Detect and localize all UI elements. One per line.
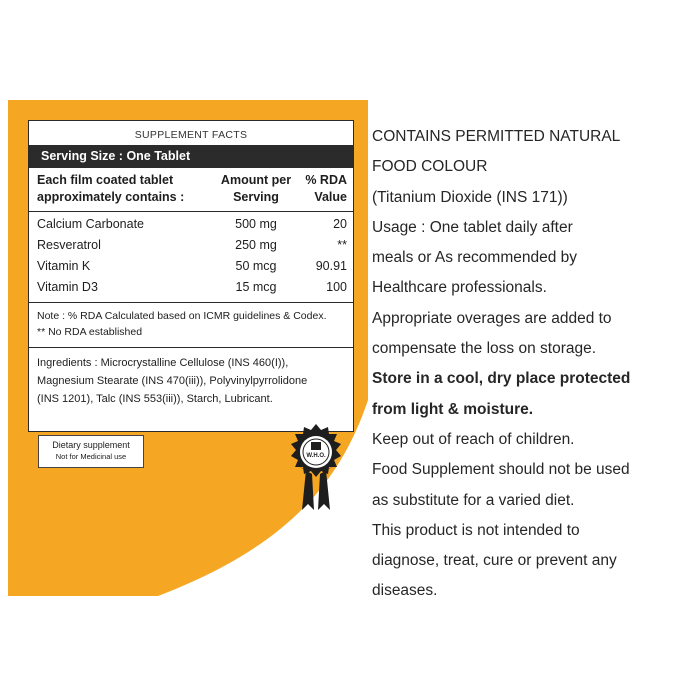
info-line: Appropriate overages are added to <box>372 309 612 327</box>
info-line: This product is not intended to <box>372 521 580 539</box>
supplement-facts-table <box>28 120 354 432</box>
facts-header-row <box>29 168 353 212</box>
who-gmp-badge-icon <box>276 418 356 518</box>
info-line: FOOD COLOUR <box>372 158 488 176</box>
dietary-supplement-box: Dietary supplement Not for Medicinal use <box>38 435 144 468</box>
info-line: Usage : One tablet daily after <box>372 218 573 236</box>
info-line: Keep out of reach of children. <box>372 430 575 448</box>
info-line: diseases. <box>372 582 438 600</box>
table-row: Vitamin D3 15 mcg 100 <box>37 280 347 294</box>
info-line: CONTAINS PERMITTED NATURAL <box>372 128 621 145</box>
storage-warning: Store in a cool, dry place protected <box>372 370 631 388</box>
badge-text: W.H.O. <box>306 453 326 459</box>
facts-title: SUPPLEMENT FACTS <box>134 129 248 141</box>
info-line: as substitute for a varied diet. <box>372 491 575 509</box>
info-line: Healthcare professionals. <box>372 279 547 297</box>
storage-warning: from light & moisture. <box>372 400 534 418</box>
ingredients-text: Ingredients : Microcrystalline Cellulose (INS 460(I)), Magnesium Stearate (INS 470(iii)), Polyvinylpyrrolidone (INS 1201), Talc (INS 553(iii)), Starch, Lubricant. <box>37 357 308 405</box>
info-line: diagnose, treat, cure or prevent any <box>372 552 617 570</box>
facts-rows <box>29 212 353 303</box>
header-contents: Each film coated tablet approximately contains : <box>37 173 185 204</box>
header-rda: % RDA Value <box>305 173 347 204</box>
info-line: Food Supplement should not be used <box>372 461 630 479</box>
info-line: compensate the loss on storage. <box>372 340 597 358</box>
header-amount: Amount per Serving <box>220 173 292 204</box>
info-line: meals or As recommended by <box>372 249 578 267</box>
table-row: Vitamin K 50 mcg 90.91 <box>37 259 347 273</box>
table-row: Calcium Carbonate 500 mg 20 <box>37 217 347 231</box>
product-information-text <box>372 122 672 607</box>
rda-note: Note : % RDA Calculated based on ICMR guidelines & Codex. ** No RDA established <box>29 303 353 348</box>
serving-size: Serving Size : One Tablet <box>29 145 353 168</box>
table-row: Resveratrol 250 mg ** <box>37 238 347 252</box>
info-line: (Titanium Dioxide (INS 171)) <box>372 188 568 206</box>
